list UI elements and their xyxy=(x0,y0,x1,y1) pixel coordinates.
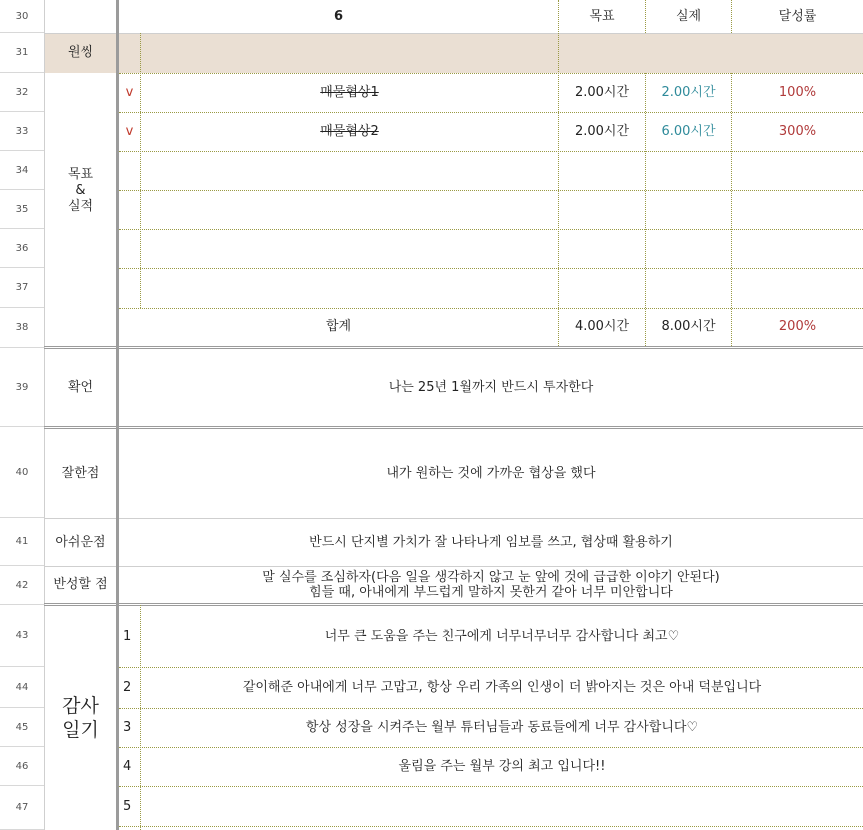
goals-label-line: 실적 xyxy=(67,198,94,214)
gratitude-number[interactable]: 5 xyxy=(123,798,132,814)
total-actual[interactable]: 8.00시간 xyxy=(661,319,716,334)
done-check[interactable]: v xyxy=(125,123,134,139)
row-number[interactable]: 36 xyxy=(0,229,44,268)
well-done-label[interactable]: 잘한점 xyxy=(61,465,100,481)
gratitude-number[interactable]: 1 xyxy=(123,628,132,644)
row-number[interactable]: 30 xyxy=(0,0,44,33)
row-number[interactable]: 33 xyxy=(0,112,44,151)
gratitude-label-line: 일기 xyxy=(62,719,99,741)
goals-label[interactable] xyxy=(45,73,116,308)
row-number[interactable]: 32 xyxy=(0,73,44,112)
grid-line xyxy=(44,33,863,34)
row-number[interactable]: 40 xyxy=(0,427,44,518)
goals-label-line: & xyxy=(75,182,86,198)
row-number[interactable]: 44 xyxy=(0,667,44,708)
goal-target[interactable]: 2.00시간 xyxy=(574,123,630,139)
row-number[interactable]: 34 xyxy=(0,151,44,190)
total-target[interactable]: 4.00시간 xyxy=(574,319,630,334)
goal-target[interactable]: 2.00시간 xyxy=(574,84,630,100)
goal-actual[interactable]: 2.00시간 xyxy=(661,84,716,100)
target-header[interactable]: 목표 xyxy=(589,8,615,24)
row-number[interactable]: 35 xyxy=(0,190,44,229)
row-number[interactable]: 37 xyxy=(0,268,44,308)
grid-line xyxy=(119,151,863,152)
grid-line xyxy=(119,268,863,269)
row-number[interactable]: 43 xyxy=(0,605,44,667)
sourcing-label[interactable]: 원씽 xyxy=(67,45,94,60)
gratitude-number[interactable]: 2 xyxy=(123,680,132,695)
reflection-line: 힘들 때, 아내에게 부드럽게 말하지 못한거 같아 너무 미안합니다 xyxy=(309,585,673,600)
grid-line xyxy=(119,229,863,230)
row-number[interactable]: 31 xyxy=(0,33,44,73)
reflection-text[interactable] xyxy=(119,567,863,603)
gratitude-text[interactable]: 너무 큰 도움을 주는 친구에게 너무너무너무 감사합니다 최고♡ xyxy=(324,628,680,644)
row-number[interactable]: 38 xyxy=(0,308,44,348)
gratitude-text[interactable]: 같이해준 아내에게 너무 고맙고, 항상 우리 가족의 인생이 더 밝아지는 것은 아내 덕분입니다 xyxy=(242,680,762,695)
row-number[interactable]: 47 xyxy=(0,786,44,830)
regret-text[interactable]: 반드시 단지별 가치가 잘 나타나게 임보를 쓰고, 협상때 활용하기 xyxy=(309,534,673,550)
goal-rate[interactable]: 100% xyxy=(778,84,817,100)
goal-actual[interactable]: 6.00시간 xyxy=(661,123,716,139)
actual-header[interactable]: 실제 xyxy=(675,8,702,24)
regret-label[interactable]: 아쉬운점 xyxy=(55,534,106,550)
gratitude-number[interactable]: 3 xyxy=(123,720,132,735)
grid-line xyxy=(119,826,863,827)
row-number[interactable]: 42 xyxy=(0,566,44,605)
affirmation-text[interactable]: 나는 25년 1월까지 반드시 투자한다 xyxy=(388,379,594,395)
well-done-text[interactable]: 내가 원하는 것에 가까운 협상을 했다 xyxy=(386,465,596,481)
gratitude-label[interactable] xyxy=(45,606,116,830)
grid-line xyxy=(119,190,863,191)
gratitude-number[interactable]: 4 xyxy=(123,759,132,774)
gratitude-text[interactable]: 항상 성장을 시켜주는 월부 튜터님들과 동료들에게 너무 감사합니다♡ xyxy=(305,720,699,735)
rate-header[interactable]: 달성률 xyxy=(778,8,817,24)
total-label[interactable]: 합계 xyxy=(325,319,352,334)
grid-line xyxy=(558,0,559,346)
total-rate[interactable]: 200% xyxy=(778,319,817,334)
reflection-line: 말 실수를 조심하자(다음 일을 생각하지 않고 눈 앞에 것에 급급한 이야기 안된다) xyxy=(262,570,720,585)
row-number[interactable]: 46 xyxy=(0,747,44,786)
gratitude-label-line: 감사 xyxy=(62,695,99,717)
done-check[interactable]: v xyxy=(125,84,134,100)
goals-label-line: 목표 xyxy=(67,166,94,182)
goal-task[interactable]: 매물협상1 xyxy=(320,84,379,100)
gratitude-text[interactable] xyxy=(141,787,863,826)
goal-task[interactable]: 매물협상2 xyxy=(320,123,379,139)
affirmation-label[interactable]: 확언 xyxy=(67,379,94,395)
goal-rate[interactable]: 300% xyxy=(778,123,817,139)
row-number[interactable]: 45 xyxy=(0,708,44,747)
row-number[interactable]: 41 xyxy=(0,518,44,566)
sourcing-row-background xyxy=(45,33,863,73)
row-number[interactable]: 39 xyxy=(0,348,44,427)
day-header[interactable]: 6 xyxy=(333,8,344,24)
reflection-label[interactable]: 반성할 점 xyxy=(53,577,108,592)
gratitude-text[interactable]: 울림을 주는 월부 강의 최고 입니다!! xyxy=(398,759,606,774)
